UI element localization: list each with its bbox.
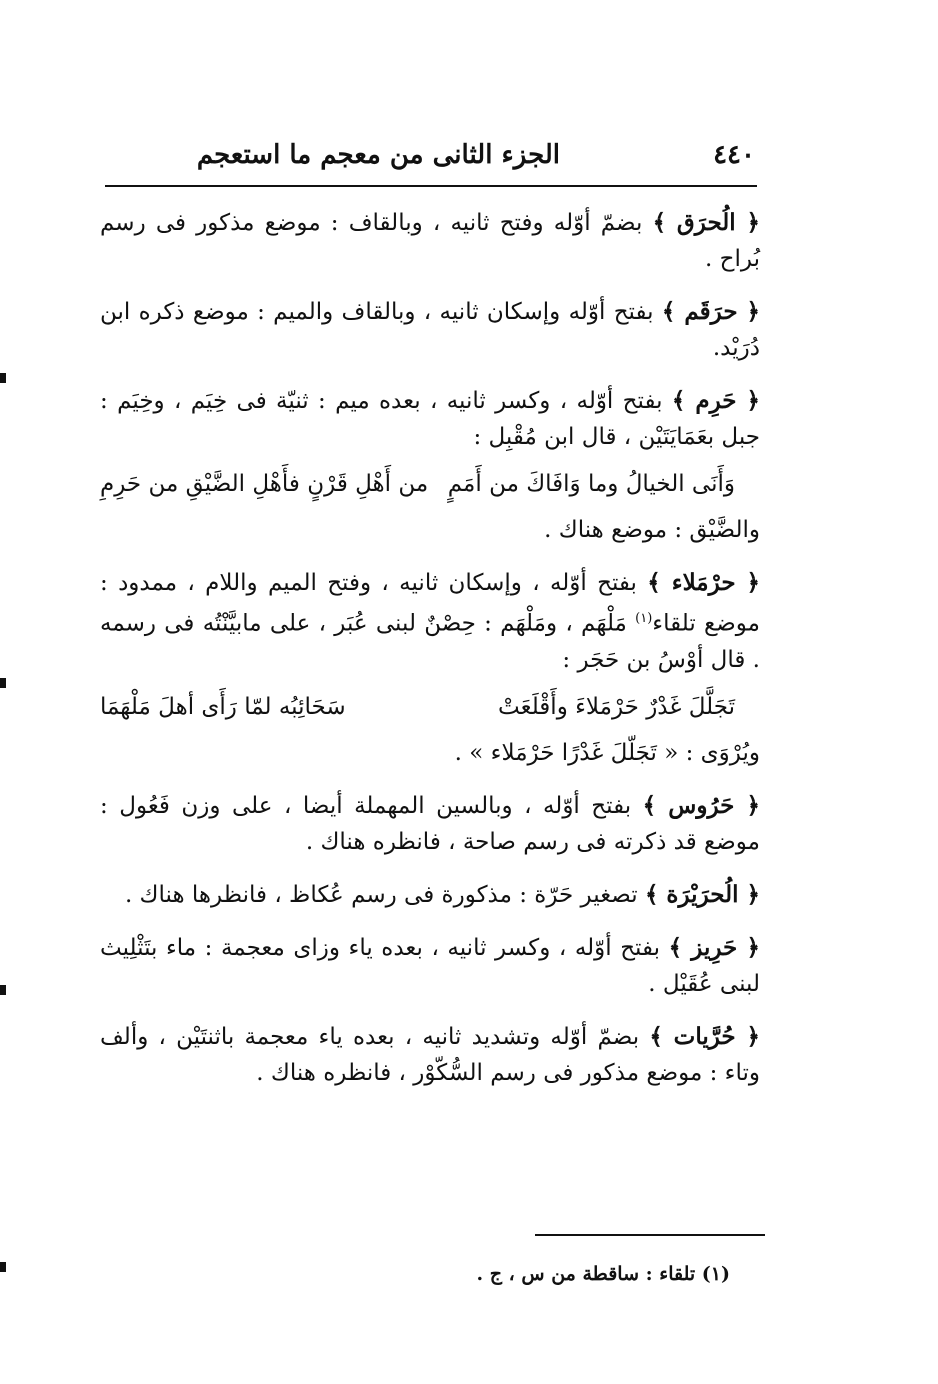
entry-hariz bbox=[100, 930, 760, 1002]
verse-hemistich-left: سَحَائِبُه لمّا رَأَى أهلَ مَلْهَمَا bbox=[100, 693, 346, 720]
entry-harim bbox=[100, 383, 760, 455]
entry-text: بفتح أوّله ، وبالسين المهملة أيضا ، على وزن فَعُول : موضع قد ذكرته فى رسم صاحة ، فانظره هناك . bbox=[100, 792, 760, 855]
variant-reading: ويُرْوَى : « تَجَلّلَ غَدْرًا حَرْمَلاء » . bbox=[454, 739, 760, 766]
entry-text: بضمّ أوّله وتشديد ثانيه ، بعده ياء معجمة باثنتَيْن ، وألف وتاء : موضع مذكور فى رسم السُّكّوْر ، فانظره هناك . bbox=[100, 1023, 760, 1086]
page-number: ٤٤٠ bbox=[713, 140, 755, 170]
verse-hemistich-right: تَجَلَّلَ غَدْرٌ حَرْمَلاءَ وأَقْلَعَتْ bbox=[498, 693, 735, 720]
entry-alharaq bbox=[100, 205, 760, 277]
entry-headword: ﴿ حرَقَم ﴾ bbox=[661, 298, 761, 325]
entry-headword: ﴿ حرْمَلاء ﴾ bbox=[647, 569, 761, 596]
entry-text: بفتح أوّله ، وكسر ثانيه ، بعده ميم : ثنيّة فى خِيَم ، وخِيَم : جبل بعَمَايَتَيْن ، قال ابن مُقْبِل : bbox=[100, 388, 760, 450]
entry-headword: ﴿ حَرُوس ﴾ bbox=[642, 791, 761, 819]
continuation-text: والضَّيْق : موضع هناك . bbox=[544, 517, 760, 543]
entry-text: بضمّ أوّله وفتح ثانيه ، وبالقاف : موضع مذكور فى رسم بُراح . bbox=[100, 210, 760, 272]
entry-headword: ﴿ حُرَّيات ﴾ bbox=[649, 1022, 761, 1050]
entry-text: بفتح أوّله ، وإسكان ثانيه ، وفتح الميم واللام ، ممدود : موضع تلقاء bbox=[100, 570, 760, 637]
entry-headword: ﴿ الُحرَق ﴾ bbox=[652, 209, 761, 236]
running-title: الجزء الثانى من معجم ما استعجم bbox=[196, 140, 560, 170]
scan-edge-mark bbox=[0, 678, 6, 688]
poetry-verse-1 bbox=[100, 466, 760, 502]
scan-edge-mark bbox=[0, 1262, 6, 1272]
scan-edge-mark bbox=[0, 985, 6, 995]
footnote-marker: (١) bbox=[635, 611, 653, 626]
entry-harmala bbox=[100, 565, 760, 678]
footnote-rule bbox=[535, 1234, 765, 1236]
page-body bbox=[100, 205, 760, 1108]
entry-haraqam bbox=[100, 294, 760, 366]
header-rule bbox=[105, 185, 757, 187]
poetry-verse-2 bbox=[100, 689, 760, 725]
entry-harus bbox=[100, 788, 760, 860]
verse-hemistich-left: من أَهْلِ قَرْنٍ فأَهْلِ الضَّيْقِ من حَرِمِ bbox=[100, 471, 429, 497]
entry-headword: ﴿ حَرِيز ﴾ bbox=[668, 933, 760, 961]
verse-hemistich-right: وَأَنَى الخيالُ وما وَافَاكَ من أَمَمٍ bbox=[447, 471, 735, 497]
scan-edge-mark bbox=[0, 373, 6, 383]
entry-alhurayra bbox=[100, 877, 760, 913]
entry-headword: ﴿ الُحرَيْرَة ﴾ bbox=[644, 880, 760, 908]
entry-text: تصغير حَرّة : مذكورة فى رسم عُكاظ ، فانظرها هناك . bbox=[124, 881, 638, 908]
entry-hurrayat bbox=[100, 1019, 760, 1091]
footnote: (١) تلقاء : ساقطة من س ، ج . bbox=[476, 1263, 730, 1285]
page-header bbox=[105, 140, 755, 180]
entry-text-cont: مَلْهَم ، ومَلْهَم : حِصْنٌ لبنى عُبَر ، على مابيَّنْتُه فى رسمه . قال أوْسُ بن حَجَر : bbox=[100, 610, 760, 673]
entry-text: بفتح أوّله وإسكان ثانيه ، وبالقاف والميم : موضع ذكره ابن دُرَيْد. bbox=[100, 299, 760, 361]
entry-text: بفتح أوّله ، وكسر ثانيه ، بعده ياء وزاى معجمة : ماء بتَثْلِيث لبنى عُقَيْل . bbox=[100, 934, 760, 997]
entry-headword: ﴿ حَرِم ﴾ bbox=[671, 387, 760, 414]
